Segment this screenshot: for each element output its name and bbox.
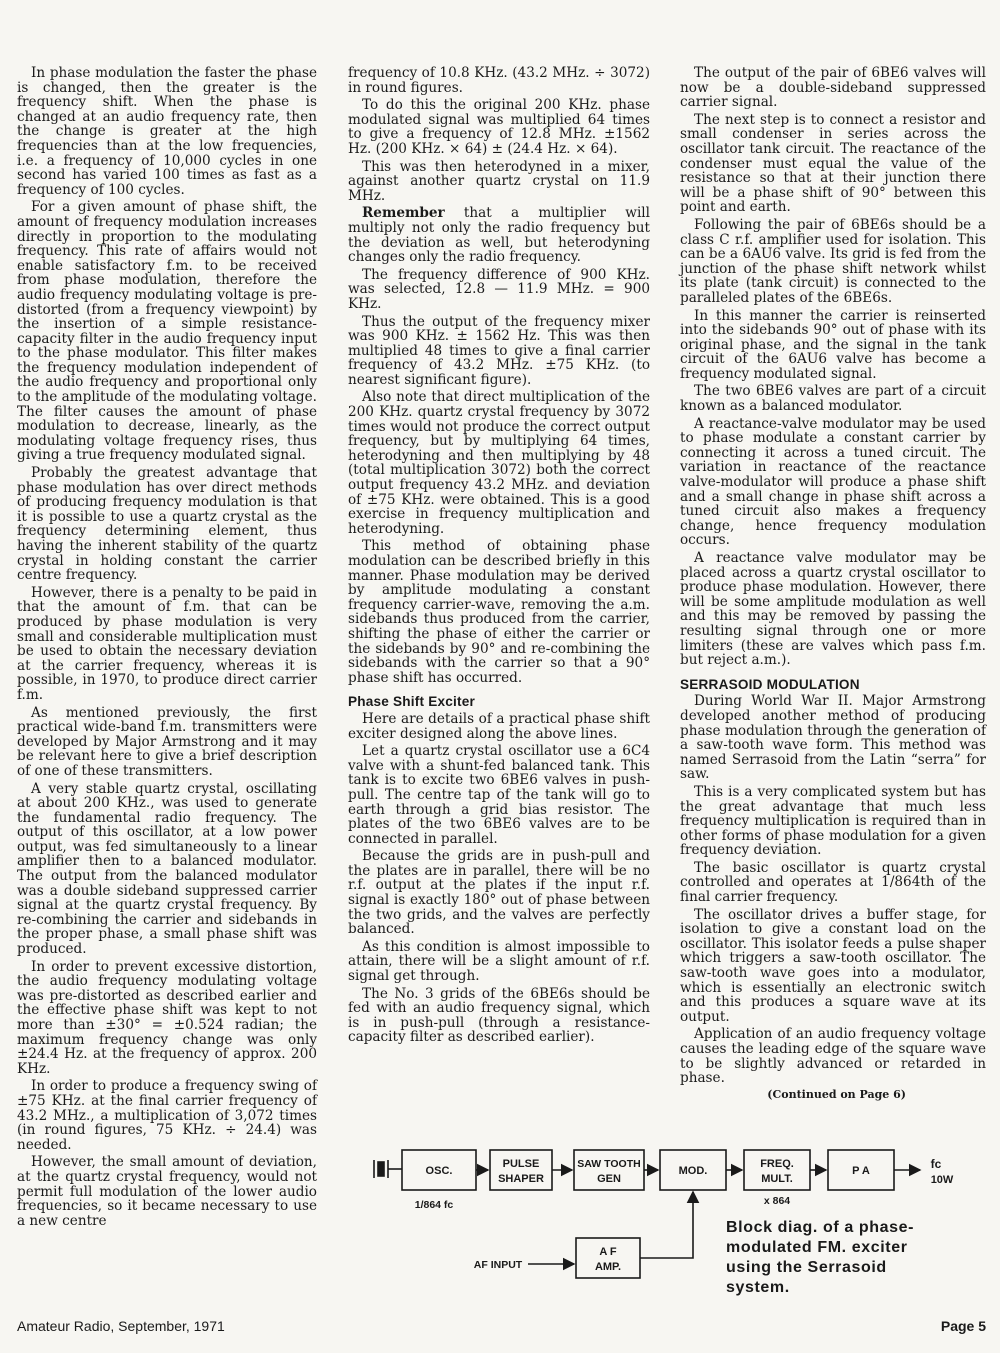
amp-label: AMP. (594, 1261, 622, 1273)
paragraph: In order to produce a frequency swing of ±75 KHz. at the final carrier frequency of 43.2 MHz., a multiplication of 3,072 times (in round figures, 75 KHz. ÷ 24.4) was needed. (17, 1078, 317, 1153)
column-1 (17, 66, 317, 1228)
caption-line: Block diag. of a phase- (726, 1219, 915, 1236)
paragraph: As this condition is almost impossible to attain, there will be a slight amount of r.f. signal get through. (348, 938, 650, 985)
paragraph: Also note that direct multiplication of the 200 KHz. quartz crystal frequency by 3072 times would not produce the correct output frequency, but by multiplying 64 times, heterodyning and then multiplying by 48 (total multiplication 3072) both the correct output frequency 43.2 MHz. and deviation of ±75 KHz. were obtained. This is a good exercise in frequency multiplication and heterodyning. (348, 389, 650, 537)
paragraph: A reactance valve modulator may be placed across a quartz crystal oscillator to produce phase modulation. However, there will be some amplitude modulation as well and this may be removed by passing the resulting signal through one or more limiters (these are valves which pass f.m. but reject a.m.). (680, 550, 986, 669)
paragraph: This was then heterodyned in a mixer, against another quartz crystal on 11.9 MHz. (348, 158, 650, 204)
paragraph: In this manner the carrier is reinserted into the sidebands 90° out of phase with its original phase, and the signal in the tank circuit of the 6AU6 valve has become a frequency modulated signal. (680, 307, 986, 382)
paragraph: This method of obtaining phase modulation can be described briefly in this manner. Phase modulation may be derived by amplitude modulating a constant frequency carrier-wave, removing the a.m. sidebands thus produced from the carrier, shifting the phase of either the carrier or the sidebands by 90° and re-combining the sidebands with the carrier so that a 90° phase shift has occurred. (348, 538, 650, 686)
paragraph: The next step is to connect a resistor and small condenser in series across the oscillator tank circuit. The reactance of the condenser must equal the value of the resistance so that at their junction there will be a phase shift of 90° between this point and earth. (680, 111, 986, 216)
paragraph: The output of the pair of 6BE6 valves will now be a double-sideband suppressed carrier signal. (680, 65, 986, 111)
figure-caption (726, 1218, 986, 1298)
page-number: Page 5 (940, 1318, 986, 1334)
paragraph: The basic oscillator is quartz crystal controlled and operates at 1/864th of the final carrier frequency. (680, 859, 986, 906)
paragraph: A very stable quartz crystal, oscillating at about 200 KHz., was used to generate the fundamental radio frequency. The output of this oscillator, at a low power output, was fed simultaneously to a linear amplifier then to a balanced modulator. The output from the balanced modulator was a double sideband suppressed carrier signal at the quartz crystal frequency. By re-combining the carrier and sidebands in the proper phase, a small phase shift was produced. (17, 780, 317, 958)
crystal-icon (374, 1160, 402, 1178)
pa-label: P A (852, 1165, 870, 1177)
paragraph: Application of an audio frequency voltage causes the leading edge of the square wave to be slightly advanced or retarded in phase. (680, 1026, 986, 1087)
osc-label: OSC. (425, 1165, 453, 1177)
column-2 (348, 66, 650, 1045)
power-label: 10W (930, 1174, 954, 1186)
paragraph: This is a very complicated system but has the great advantage that much less frequency multiplication is required than in other forms of phase modulation for a given frequency deviation. (680, 783, 986, 859)
heading-phase-shift-exciter: Phase Shift Exciter (348, 694, 475, 710)
publication-info: Amateur Radio, September, 1971 (17, 1318, 225, 1334)
paragraph: To do this the original 200 KHz. phase modulated signal was multiplied 64 times to give a frequency of 12.8 MHz. ±1562 Hz. (200 KHz. × 64) ± (24.4 Hz. × 64). (348, 97, 650, 157)
paragraph: Here are details of a practical phase shift exciter designed along the above lines. (348, 710, 650, 742)
paragraph: A reactance-valve modulator may be used to phase modulate a constant carrier by connecting it across a tuned circuit. The variation in reactance of the reactance valve-modulator will produce a phase shift and a small change in phase shift across a tuned circuit also makes a frequency change, hence frequency modulation occurs. (680, 415, 986, 549)
osc-note: 1/864 fc (414, 1199, 454, 1211)
shaper-label: SHAPER (498, 1173, 544, 1185)
mult-label: MULT. (761, 1173, 793, 1185)
caption-line: system. (726, 1279, 790, 1296)
paragraph: The frequency difference of 900 KHz. was selected, 12.8 — 11.9 MHz. = 900 KHz. (348, 266, 650, 312)
paragraph: During World War II. Major Armstrong developed another method of producing phase modulation through the generation of a saw-tooth wave form. This method was named Serrasoid from the Latin “serra” for saw. (680, 693, 986, 783)
paragraph-remember (348, 206, 650, 264)
paragraph: Let a quartz crystal oscillator use a 6C4 valve with a shunt-fed balanced tank. This tank is to excite two 6BE6 valves in push-pull. The centre tap of the tank will go to earth through a grid bias resistor. The plates of the two 6BE6 valves are to be connected in parallel. (348, 743, 650, 847)
caption-line: modulated FM. exciter (726, 1239, 908, 1256)
paragraph: Following the pair of 6BE6s should be a class C r.f. amplifier used for isolation. This can be a 6AU6 valve. Its grid is fed from the junction of the phase shift network whilst its plate (tank circuit) is connected to the paralleled plates of the 6BE6s. (680, 216, 986, 306)
paragraph: However, the small amount of deviation, at the quartz crystal frequency, would not permit full modulation of the lower audio frequencies, so it became necessary to use a new centre (17, 1154, 317, 1229)
remember-text: that a multiplier will multiply not only the radio frequency but the deviation as well, but heterodyning changes only the radio frequency. (348, 205, 650, 266)
mod-label: MOD. (678, 1165, 708, 1177)
paragraph: The two 6BE6 valves are part of a circuit known as a balanced modulator. (680, 383, 986, 415)
fc-label: fc (930, 1157, 942, 1171)
mult-note: x 864 (763, 1195, 791, 1207)
pulse-label: PULSE (502, 1158, 540, 1170)
saw-tooth-label: SAW TOOTH (577, 1158, 641, 1170)
freq-label: FREQ. (760, 1158, 794, 1170)
paragraph: For a given amount of phase shift, the amount of frequency modulation increases directly in proportion to the modulating frequency. This rate of affairs would not enable satisfactory f.m. to be received from phase modulation, therefore the audio frequency modulating voltage is pre-distorted (from a frequency viewpoint) by the insertion of a simple resistance-capacity filter in the audio frequency input to the phase modulator. This filter makes the frequency modulation independent of the audio frequency and proportional only to the amplitude of the modulating voltage. The filter causes the amount of phase modulation to decrease, linearly, as the modulating voltage frequency rises, thus giving a true frequency modulated signal. (17, 199, 317, 464)
paragraph: Thus the output of the frequency mixer was 900 KHz. ± 1562 Hz. This was then multiplied 48 times to give a final carrier frequency of 43.2 MHz. ±75 KHz. (to nearest significant figure). (348, 313, 650, 388)
paragraph: In phase modulation the faster the phase is changed, then the greater is the frequency shift. When the phase is changed at an audio frequency rate, then the change is greater at the high frequencies than at the low frequencies, i.e. a frequency of 10,000 cycles in one second has varied 100 times as fast as a frequency of 100 cycles. (17, 65, 317, 198)
column-3 (680, 66, 986, 1102)
af-input-label: AF INPUT (473, 1259, 523, 1271)
paragraph: In order to prevent excessive distortion, the audio frequency modulating voltage was pre-distorted as described earlier and the effective phase shift was kept to not more than ±30° = ±0.524 radian; the maximum frequency change was only ±24.4 Hz. at the frequency of approx. 200 KHz. (17, 958, 317, 1077)
paragraph: frequency of 10.8 KHz. (43.2 MHz. ÷ 3072) in round figures. (348, 65, 650, 96)
remember-lead: Remember (362, 205, 445, 222)
continued-note: (Continued on Page 6) (767, 1087, 906, 1101)
heading-serrasoid-modulation: SERRASOID MODULATION (680, 676, 860, 692)
paragraph: The No. 3 grids of the 6BE6s should be fed with an audio frequency signal, which is in push-pull (through a resistance-capacity filter as described earlier). (348, 985, 650, 1046)
paragraph: As mentioned previously, the first practical wide-band f.m. transmitters were developed by Major Armstrong and it may be relevant here to give a brief description of one of these transmitters. (17, 704, 317, 779)
af-label: A F (599, 1246, 617, 1258)
caption-line: using the Serrasoid (726, 1259, 887, 1276)
paragraph: Probably the greatest advantage that phase modulation has over direct methods of producing frequency modulation is that it is possible to use a quartz crystal as the frequency determining element, thus having the inherent stability of the quartz crystal in holding constant the carrier centre frequency. (17, 465, 317, 584)
gen-label: GEN (597, 1173, 621, 1185)
paragraph: Because the grids are in push-pull and the plates are in parallel, there will be no r.f. output at the plates if the input r.f. signal is exactly 180° out of phase between the two grids, and the valves are perfectly balanced. (348, 848, 650, 938)
paragraph: However, there is a penalty to be paid in that the amount of f.m. that can be produced by phase modulation is very small and considerable multiplication must be used to obtain the necessary deviation at the carrier frequency, whereas it is possible, in 1970, to produce direct carrier f.m. (17, 584, 317, 703)
paragraph: The oscillator drives a buffer stage, for isolation to give a constant load on the oscillator. This isolator feeds a pulse shaper which triggers a saw-tooth oscillator. The saw-tooth wave goes into a modulator, which is essentially an electronic switch and this produces a square wave at its output. (680, 906, 986, 1025)
